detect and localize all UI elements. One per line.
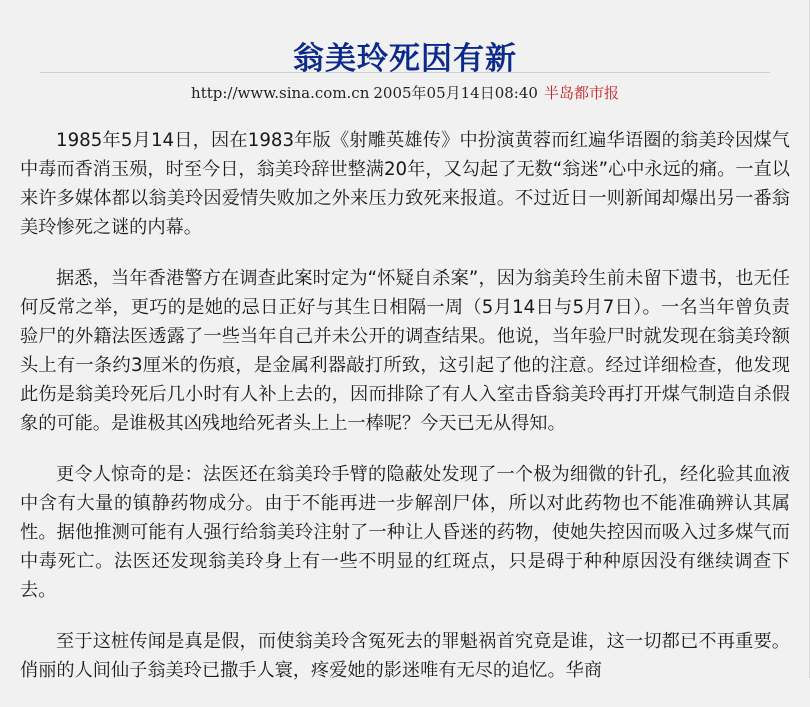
article-paragraph-1: 1985年5月14日，因在1983年版《射雕英雄传》中扮演黄蓉而红遍华语圈的翁美玲因煤气中毒而香消玉殒，时至今日，翁美玲辞世整满20年，又勾起了无数“翁迷”心中永远的痛。一直以来许多媒体都以翁美玲因爱情失败加之外来压力致死来报道。不过近日一则新闻却爆出另一番翁美玲惨死之谜的内幕。 [20, 130, 790, 238]
article-title: 翁美玲死因有新 [293, 40, 517, 77]
article-paragraph-2: 据悉，当年香港警方在调查此案时定为“怀疑自杀案”，因为翁美玲生前未留下遗书，也无任何反常之举，更巧的是她的忌日正好与其生日相隔一周（5月14日与5月7日）。一名当年曾负责验尸的外籍法医透露了一些当年自己并未公开的调查结果。他说，当年验尸时就发现在翁美玲额头上有一条约3厘米的伤痕，是金属利器敲打所致，这引起了他的注意。经过详细检查，他发现此伤是翁美玲死后几小时有人补上去的，因而排除了有人入室击昏翁美玲再打开煤气制造自杀假象的可能。是谁极其凶残地给死者头上上一棒呢？今天已无从得知。 [20, 268, 790, 434]
title-divider [40, 72, 770, 73]
publish-datetime: 2005年05月14日08:40 [373, 84, 538, 102]
article-paragraph-4: 至于这桩传闻是真是假，而使翁美玲含冤死去的罪魁祸首究竟是谁，这一切都已不再重要。俏丽的人间仙子翁美玲已撒手人寰，疼爱她的影迷唯有无尽的追忆。华商 [20, 631, 790, 681]
article-paragraph-3: 更令人惊奇的是：法医还在翁美玲手臂的隐蔽处发现了一个极为细微的针孔，经化验其血液中含有大量的镇静药物成分。由于不能再进一步解剖尸体，所以对此药物也不能准确辨认其属性。据他推测可能有人强行给翁美玲注射了一种让人昏迷的药物，使她失控因而吸入过多煤气而中毒死亡。法医还发现翁美玲身上有一些不明显的红斑点，只是碍于种种原因没有继续调查下去。 [20, 464, 790, 601]
article-body [20, 126, 790, 707]
source-url: http://www.sina.com.cn [191, 84, 370, 102]
source-link[interactable]: 半岛都市报 [543, 84, 619, 102]
article-meta [0, 82, 810, 104]
